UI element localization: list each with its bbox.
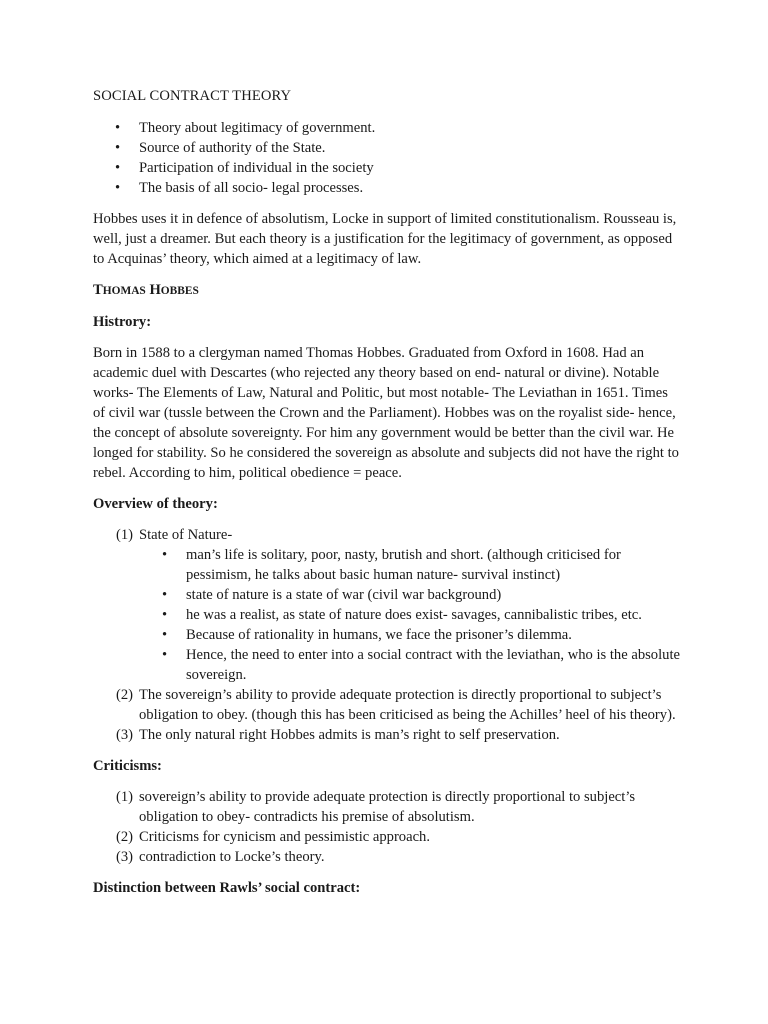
item-text: sovereign’s ability to provide adequate protection is directly proportional to subject’s obligation to obey- contradicts his premise of absolutism. (139, 789, 636, 825)
list-item: • state of nature is a state of war (civil war background) (139, 585, 683, 605)
list-item (93, 725, 683, 745)
list-item: • he was a realist, as state of nature does exist- savages, cannibalistic tribes, etc. (139, 605, 683, 625)
list-item: • man’s life is solitary, poor, nasty, brutish and short. (although criticised for pessimism, he talks about basic human nature- survival instinct) (139, 545, 683, 585)
item-number: (2) (116, 687, 134, 703)
list-item (93, 787, 683, 827)
item-number: (1) (116, 527, 134, 543)
item-number: (1) (116, 789, 134, 805)
list-item (93, 827, 683, 847)
criticisms-heading: Criticisms: (93, 758, 162, 774)
list-item: • Participation of individual in the society (93, 158, 683, 178)
list-item: • Source of authority of the State. (93, 138, 683, 158)
item-text: State of Nature- (139, 527, 233, 543)
intro-bullet-list (93, 118, 683, 198)
heading-smallcaps: HOMAS (102, 285, 146, 297)
item-text: contradiction to Locke’s theory. (139, 849, 325, 865)
item-text: Criticisms for cynicism and pessimistic approach. (139, 829, 431, 845)
list-item (93, 847, 683, 867)
intro-paragraph: Hobbes uses it in defence of absolutism, Locke in support of limited constitutionalism. Rousseau is, well, just a dreamer. But each theory is a justification for the legitimacy of government, as opposed to Acquinas’ theory, which aimed at a legitimacy of law. (93, 211, 677, 267)
heading-initial: T (93, 282, 103, 298)
heading-initial: H (149, 282, 161, 298)
document-page (93, 86, 683, 909)
criticisms-list (93, 787, 683, 867)
item-number: (3) (116, 849, 134, 865)
item-text: The only natural right Hobbes admits is man’s right to self preservation. (139, 727, 560, 743)
item-number: (2) (116, 829, 134, 845)
overview-list (93, 525, 683, 745)
history-heading: Histrory: (93, 314, 152, 330)
state-of-nature-sublist (139, 545, 683, 685)
history-paragraph: Born in 1588 to a clergyman named Thomas Hobbes. Graduated from Oxford in 1608. Had an academic duel with Descartes (who rejected any theory based on end- natural or divine). Notable works- The Elements of Law, Natural and Politic, but most notable- The Leviathan in 1651. Times of civil war (tussle between the Crown and the Parliament). Hobbes was on the royalist side- hence, the concept of absolute sovereignty. For him any government would be better than the civil war. He longed for stability. So he considered the sovereign as absolute and subjects did not have the right to rebel. According to him, political obedience = peace. (93, 345, 679, 481)
list-item (93, 685, 683, 725)
rawls-heading: Distinction between Rawls’ social contract: (93, 880, 361, 896)
list-item: • Because of rationality in humans, we face the prisoner’s dilemma. (139, 625, 683, 645)
overview-heading: Overview of theory: (93, 496, 218, 512)
item-text: The sovereign’s ability to provide adequate protection is directly proportional to subject’s obligation to obey. (though this has been criticised as being the Achilles’ heel of his theory). (139, 687, 676, 723)
list-item: • The basis of all socio- legal processes. (93, 178, 683, 198)
list-item: • Theory about legitimacy of government. (93, 118, 683, 138)
list-item (93, 525, 683, 685)
section-heading-thomas-hobbes (93, 280, 683, 301)
item-number: (3) (116, 727, 134, 743)
heading-smallcaps: OBBES (160, 285, 199, 297)
document-title: SOCIAL CONTRACT THEORY (93, 88, 292, 104)
list-item: • Hence, the need to enter into a social contract with the leviathan, who is the absolute sovereign. (139, 645, 683, 685)
